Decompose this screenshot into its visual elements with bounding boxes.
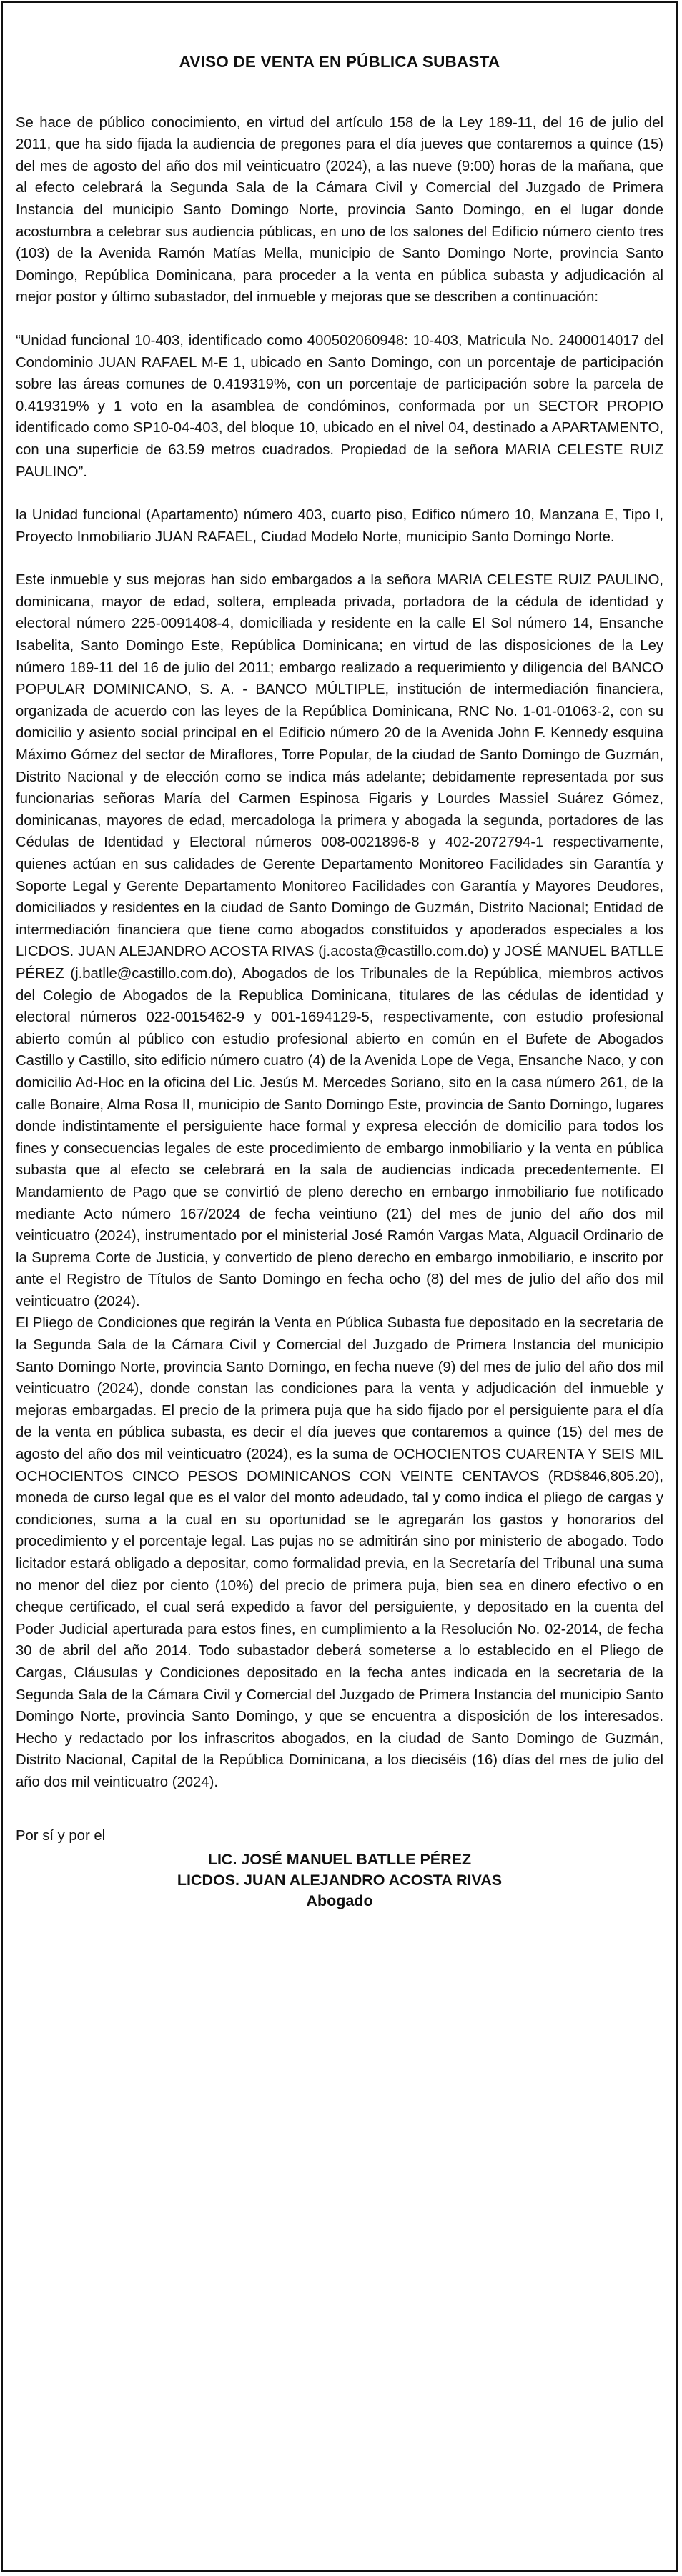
- paragraph-unit-location: la Unidad funcional (Apartamento) número 403, cuarto piso, Edifico número 10, Manzana E, Tipo I, Proyecto Inmobiliario JUAN RAFAEL, Ciudad Modelo Norte, municipio Santo Domingo Norte.: [16, 507, 663, 545]
- signature-name-1: LIC. JOSÉ MANUEL BATLLE PÉREZ: [207, 1851, 472, 1869]
- paragraph-hearing: Se hace de público conocimiento, en virtud del artículo 158 de la Ley 189-11, del 16 de julio del 2011, que ha sido fijada la audiencia de pregones para el día jueves que contaremos a quince (15) del mes de agosto del año dos mil veinticuatro (2024), a las nueve (9:00) horas de la mañana, que al efecto celebrará la Segunda Sala de la Cámara Civil y Comercial del Juzgado de Primera Instancia del municipio Santo Domingo Norte, provincia Santo Domingo, en el lugar donde acostumbra a celebrar sus audiencia públicas, en uno de los salones del Edificio número ciento tres (103) de la Avenida Ramón Matías Mella, municipio de Santo Domingo Norte, provincia Santo Domingo, República Dominicana, para proceder a la venta en pública subasta y adjudicación al mejor postor y último subastador, del inmueble y mejoras que se describen a continuación:: [16, 114, 663, 306]
- notice-title: AVISO DE VENTA EN PÚBLICA SUBASTA: [179, 53, 500, 71]
- signature-role: Abogado: [306, 1892, 373, 1910]
- paragraph-property-description: “Unidad funcional 10-403, identificado como 400502060948: 10-403, Matricula No. 2400014017 del Condominio JUAN RAFAEL M-E 1, ubicado en Santo Domingo, con un porcentaje de participación sobre las áreas comunes de 0.419319%, con un porcentaje de participación sobre la parcela de 0.419319% y 1 voto en la asamblea de condóminos, conformada por un SECTOR PROPIO identificado como SP10-04-403, del bloque 10, ubicado en el nivel 04, destinado a APARTAMENTO, con una superficie de 63.59 metros cuadrados. Propiedad de la señora MARIA CELESTE RUIZ PAULINO”.: [16, 332, 663, 480]
- notice-content: [3, 3, 676, 1912]
- signature-block: [16, 1849, 663, 1912]
- paragraph-seizure-details: Este inmueble y sus mejoras han sido embargados a la señora MARIA CELESTE RUIZ PAULINO, dominicana, mayor de edad, soltera, empleada privada, portadora de la cédula de identidad y electoral número 225-0091408-4, domiciliada y residente en la calle El Sol número 14, Ensanche Isabelita, Santo Domingo Este, República Dominicana; en virtud de las disposiciones de la Ley número 189-11 del 16 de julio del 2011; embargo realizado a requerimiento y diligencia del BANCO POPULAR DOMINICANO, S. A. - BANCO MÚLTIPLE, institución de intermediación financiera, organizada de acuerdo con las leyes de la República Dominicana, RNC No. 1-01-01063-2, con su domicilio y asiento social principal en el Edificio número 20 de la Avenida John F. Kennedy esquina Máximo Gómez del sector de Miraflores, Torre Popular, de la ciudad de Santo Domingo de Guzmán, Distrito Nacional y de elección como se indica más adelante; debidamente representada por sus funcionarias señoras María del Carmen Espinosa Figaris y Lourdes Massiel Suárez Gómez, dominicanas, mayores de edad, mercadologa la primera y abogada la segunda, portadores de las Cédulas de Identidad y Electoral números 008-0021896-8 y 402-2072794-1 respectivamente, quienes actúan en sus calidades de Gerente Departamento Monitoreo Facilidades sin Garantía y Soporte Legal y Gerente Departamento Monitoreo Facilidades con Garantía y Mayores Deudores, domiciliados y residentes en la ciudad de Santo Domingo de Guzmán, Distrito Nacional; Entidad de intermediación financiera que tiene como abogados constituidos y apoderados especiales a los LICDOS. JUAN ALEJANDRO ACOSTA RIVAS (j.acosta@castillo.com.do) y JOSÉ MANUEL BATLLE PÉREZ (j.batlle@castillo.com.do), Abogados de los Tribunales de la República, miembros activos del Colegio de Abogados de la Republica Dominicana, titulares de las cédulas de identidad y electoral números 022-0015462-9 y 001-1694129-5, respectivamente, con estudio profesional abierto común al público con estudio profesional abierto en común en el Bufete de Abogados Castillo y Castillo, sito edificio número cuatro (4) de la Avenida Lope de Vega, Ensanche Naco, y con domicilio Ad-Hoc en la oficina del Lic. Jesús M. Mercedes Soriano, sito en la casa número 261, de la calle Bonaire, Alma Rosa II, municipio de Santo Domingo Este, provincia de Santo Domingo, lugares donde indistintamente el persiguiente hace formal y expresa elección de domicilio para todos los fines y consecuencias legales de este procedimiento de embargo inmobiliario y la venta en pública subasta que al efecto se celebrará en la sala de audiencias indicada precedentemente. El Mandamiento de Pago que se convirtió de pleno derecho en embargo inmobiliario fue notificado mediante Acto número 167/2024 de fecha veintiuno (21) del mes de junio del año dos mil veinticuatro (2024), instrumentado por el ministerial José Ramón Vargas Mata, Alguacil Ordinario de la Suprema Corte de Justicia, y convertido de pleno derecho en embargo inmobiliario, e inscrito por ante el Registro de Títulos de Santo Domingo en fecha ocho (8) del mes de julio del año dos mil veinticuatro (2024).: [16, 572, 663, 1309]
- signature-name-2: LICDOS. JUAN ALEJANDRO ACOSTA RIVAS: [177, 1872, 503, 1889]
- signature-lead: Por sí y por el: [16, 1827, 106, 1844]
- notice-frame: [1, 1, 678, 2572]
- paragraph-conditions: El Pliego de Condiciones que regirán la Venta en Pública Subasta fue depositado en la secretaria de la Segunda Sala de la Cámara Civil y Comercial del Juzgado de Primera Instancia del municipio Santo Domingo Norte, provincia Santo Domingo, en fecha nueve (9) del mes de julio del año dos mil veinticuatro (2024), donde constan las condiciones para la venta y adjudicación del inmueble y mejoras embargadas. El precio de la primera puja que ha sido fijado por el persiguiente para el día de la venta en pública subasta, es decir el día jueves que contaremos a quince (15) del mes de agosto del año dos mil veinticuatro (2024), es la suma de OCHOCIENTOS CUARENTA Y SEIS MIL OCHOCIENTOS CINCO PESOS DOMINICANOS CON VEINTE CENTAVOS (RD$846,805.20), moneda de curso legal que es el valor del monto adeudado, tal y como indica el pliego de cargas y condiciones, suma a la cual en su oportunidad se le agregarán los gastos y honorarios del procedimiento y el porcentaje legal. Las pujas no se admitirán sino por ministerio de abogado. Todo licitador estará obligado a depositar, como formalidad previa, en la Secretaría del Tribunal una suma no menor del diez por ciento (10%) del precio de primera puja, bien sea en dinero efectivo o en cheque certificado, el cual será expedido a favor del persiguiente, y depositado en la cuenta del Poder Judicial aperturada para estos fines, en cumplimiento a la Resolución No. 02-2014, de fecha 30 de abril del año 2014. Todo subastador deberá someterse a lo establecido en el Pliego de Cargas, Cláusulas y Condiciones depositado en la fecha antes indicada en la secretaria de la Segunda Sala de la Cámara Civil y Comercial del Juzgado de Primera Instancia del municipio Santo Domingo Norte, provincia Santo Domingo, y que se encuentra a disposición de los interesados. Hecho y redactado por los infrascritos abogados, en la ciudad de Santo Domingo de Guzmán, Distrito Nacional, Capital de la República Dominicana, a los dieciséis (16) días del mes de julio del año dos mil veinticuatro (2024).: [16, 1315, 663, 1790]
